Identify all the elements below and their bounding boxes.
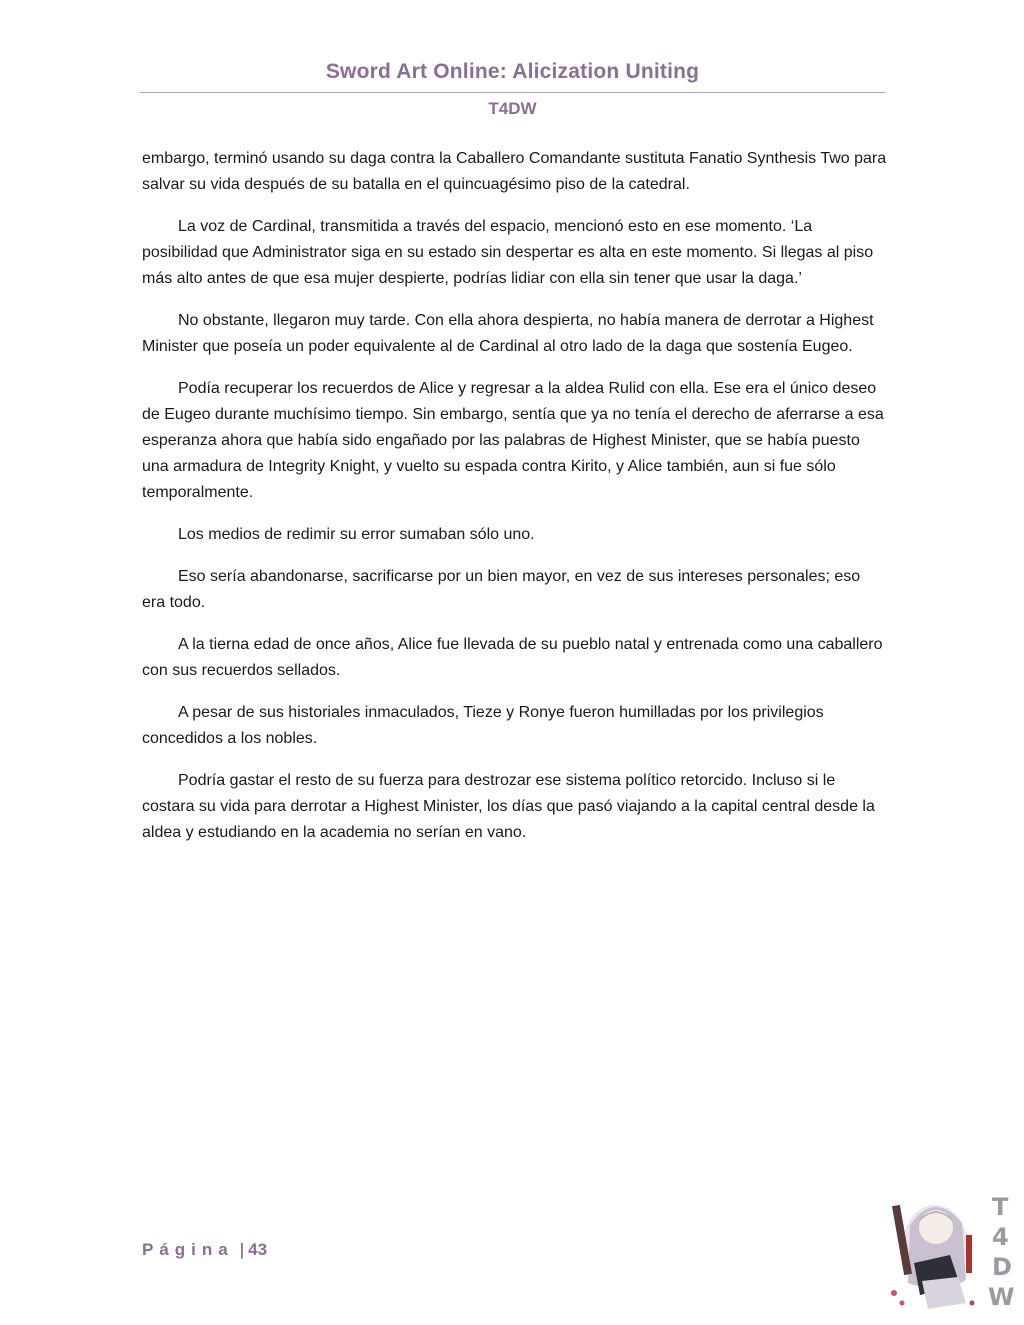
paragraph-6: Eso sería abandonarse, sacrificarse por un bien mayor, en vez de sus intereses personales; eso era todo. xyxy=(142,568,861,611)
logo-letter-d: D xyxy=(992,1253,1012,1281)
paragraph-9: Podría gastar el resto de su fuerza para destrozar ese sistema político retorcido. Incluso si le costara su vida para derrotar a Highest Minister, los días que pasó viajando a la capital central desde la aldea y estudiando en la academia no serían en vano. xyxy=(142,772,875,841)
paragraph-3: No obstante, llegaron muy tarde. Con ella ahora despierta, no había manera de derrotar a Highest Minister que poseía un poder equivalente al de Cardinal al otro lado de la daga que sostenía Eugeo. xyxy=(142,312,874,355)
page-header xyxy=(140,60,885,119)
t4dw-letters xyxy=(988,1193,1014,1311)
paragraph-4: Podía recuperar los recuerdos de Alice y regresar a la aldea Rulid con ella. Ese era el único deseo de Eugeo durante muchísimo tiempo. Sin embargo, sentía que ya no tenía el derecho de aferrarse a esa esperanza ahora que había sido engañado por las palabras de Highest Minister, que se había puesto una armadura de Integrity Knight, y vuelto su espada contra Kirito, y Alice también, aun si fue sólo temporalmente. xyxy=(142,380,884,501)
t4dw-logo-icon xyxy=(880,1185,1020,1315)
page-body xyxy=(142,146,887,862)
logo-letter-w: W xyxy=(988,1283,1015,1311)
paragraph-2: La voz de Cardinal, transmitida a través del espacio, mencionó esto en ese momento. ‘La posibilidad que Administrator siga en su estado sin despertar es alta en este momento. Si llegas al piso más alto antes de que esa mujer despierte, podrías lidiar con ella sin tener que usar la daga.’ xyxy=(142,218,874,287)
paragraph-5: Los medios de redimir su error sumaban sólo uno. xyxy=(178,526,535,543)
logo-letter-t: T xyxy=(992,1193,1009,1221)
paragraph-7: A la tierna edad de once años, Alice fue llevada de su pueblo natal y entrenada como una caballero con sus recuerdos sellados. xyxy=(142,636,883,679)
logo-letter-4: 4 xyxy=(992,1223,1009,1251)
page-number: 43 xyxy=(248,1240,268,1259)
header-divider xyxy=(140,92,885,93)
paragraph-1: embargo, terminó usando su daga contra la Caballero Comandante sustituta Fanatio Synthesis Two para salvar su vida después de su batalla en el quincuagésimo piso de la catedral. xyxy=(142,150,887,193)
page-separator: | xyxy=(239,1240,245,1259)
character-illustration-icon xyxy=(891,1205,975,1309)
page-footer xyxy=(142,1240,267,1260)
page-label: Página xyxy=(142,1240,234,1259)
paragraph-8: A pesar de sus historiales inmaculados, Tieze y Ronye fueron humilladas por los privilegios concedidos a los nobles. xyxy=(142,704,824,747)
document-subtitle: T4DW xyxy=(488,99,537,118)
document-title: Sword Art Online: Alicization Uniting xyxy=(325,60,700,83)
